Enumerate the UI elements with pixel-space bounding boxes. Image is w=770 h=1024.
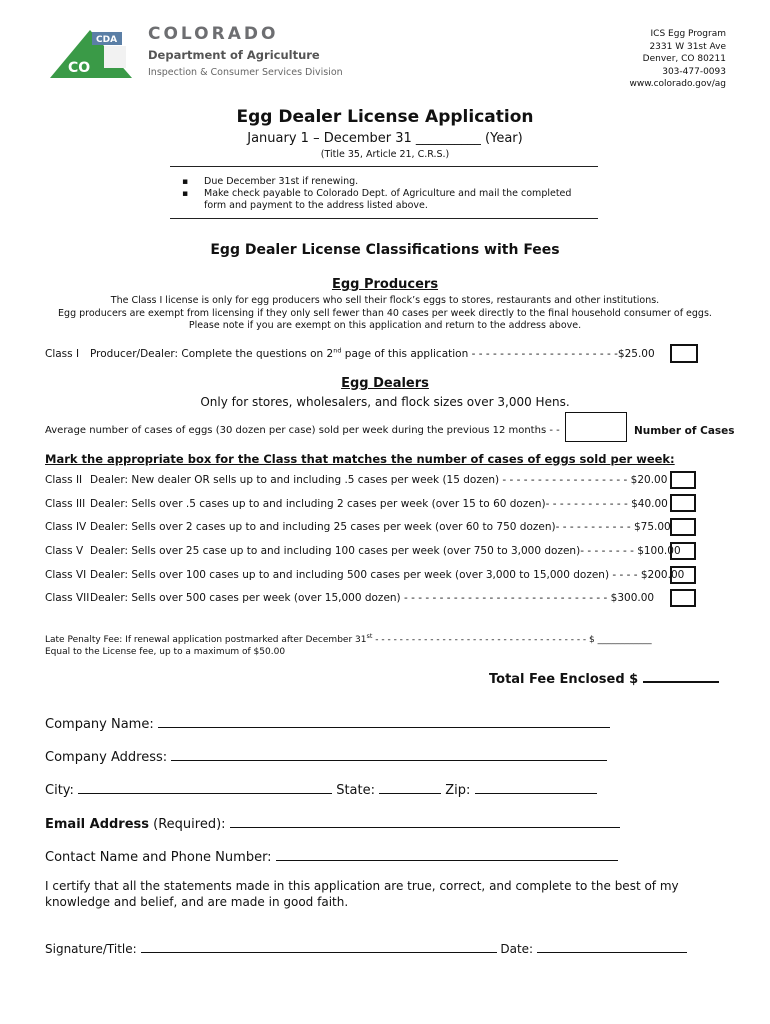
class-label: Class III [45,498,86,510]
number-of-cases-input[interactable] [565,412,627,442]
company-name-row [45,713,610,732]
producers-info-line: The Class I license is only for egg producers who sell their flock’s eggs to stores, restaurants and other institutions. [110,295,660,306]
certification-text: I certify that all the statements made in this application are true, correct, and complete to the best of my knowledge and belief, and are made in good faith. [45,879,679,909]
company-name-label: Company Name: [45,717,154,732]
statute-reference: (Title 35, Article 21, C.R.S.) [320,149,450,160]
class-i-checkbox[interactable] [670,344,698,363]
average-cases-label: Average number of cases of eggs (30 dozen per case) sold per week during the previous 12 months - - [45,425,560,436]
class-row [45,569,684,581]
number-of-cases-label: Number of Cases [634,425,735,437]
class-ii-checkbox[interactable] [670,471,696,489]
note-item: ▪ Make check payable to Colorado Dept. of Agriculture and mail the completed form and payment to the address listed above. [182,188,592,212]
brand-block [148,24,343,78]
class-vi-checkbox[interactable] [670,566,696,584]
class-vii-checkbox[interactable] [670,589,696,607]
class-iv-checkbox[interactable] [670,518,696,536]
producers-info-line: Egg producers are exempt from licensing if they only sell fewer than 40 cases per week directly to the final household consumer of eggs. [58,307,712,319]
class-description: Dealer: Sells over 2 cases up to and including 25 cases per week (over 60 to 750 dozen)- - - - - - - - - - - $75.00 [90,521,671,533]
contact-label: Contact Name and Phone Number: [45,850,272,865]
class-description: Producer/Dealer: Complete the questions on 2nd page of this application - - - - - - - - - - - - - - - - - - - - -$25.00 [90,346,655,360]
late-fee-note: Equal to the License fee, up to a maximum of $50.00 [45,647,286,657]
cda-logo [48,24,348,86]
email-required-label: (Required): [149,817,226,832]
total-fee [489,667,719,687]
total-fee-label: Total Fee Enclosed $ [489,672,639,687]
class-label: Class V [45,545,84,557]
class-row [45,474,667,486]
producers-info [0,295,770,333]
address-line: 303-477-0093 [662,66,726,77]
brand-division: Inspection & Consumer Services Division [148,67,343,78]
email-label: Email Address [45,817,150,832]
date-label: Date: [500,942,534,956]
address-line: Denver, CO 80211 [642,54,726,64]
class-description: Dealer: New dealer OR sells up to and including .5 cases per week (15 dozen) - - - - - - - - - - - - - - - - - - $20.00 [90,474,668,486]
brand-name: COLORADO [148,24,279,44]
state-label: State: [336,783,375,798]
address-line[interactable]: www.colorado.gov/ag [629,79,726,89]
late-fee-line: Late Penalty Fee: If renewal application postmarked after December 31st - - - - - - - - - - - - - - - - - - - - - - - - - - - - - - - - - - - $ ____________ [45,632,652,645]
signature-label: Signature/Title: [45,942,137,956]
date-field[interactable] [537,938,687,953]
class-iii-checkbox[interactable] [670,494,696,512]
company-address-row [45,746,607,765]
address-line: ICS Egg Program [650,29,726,39]
city-label: City: [45,783,74,798]
email-field[interactable] [230,813,620,828]
city-field[interactable] [78,779,332,794]
class-instruction: Mark the appropriate box for the Class that matches the number of cases of eggs sold per week: [45,452,675,466]
brand-department: Department of Agriculture [148,48,320,62]
divider [170,218,598,219]
contact-row [45,846,618,865]
email-row [45,813,620,832]
class-label: Class IV [45,521,87,533]
class-description: Dealer: Sells over 500 cases per week (over 15,000 dozen) - - - - - - - - - - - - - - - - - - - - - - - - - - - - - $300.00 [90,592,655,604]
class-description: Dealer: Sells over .5 cases up to and including 2 cases per week (over 15 to 60 dozen)- - - - - - - - - - - - $40.00 [90,498,668,510]
total-fee-input[interactable] [643,667,719,683]
divider [170,166,598,167]
late-penalty-fee [45,630,652,658]
notes-list [182,176,592,212]
colorado-triangle-icon [48,28,134,80]
class-label: Class I [45,347,80,360]
contact-field[interactable] [276,846,618,861]
city-state-zip-row [45,779,597,798]
note-item: ▪ Due December 31st if renewing. [182,176,592,188]
license-period: January 1 – December 31 __________ (Year) [247,131,523,146]
section-title: Egg Dealer License Classifications with Fees [210,242,560,258]
company-address-label: Company Address: [45,750,168,765]
zip-field[interactable] [475,779,597,794]
signature-field[interactable] [141,938,497,953]
page-title: Egg Dealer License Application [236,107,534,127]
class-row [45,498,668,510]
class-v-checkbox[interactable] [670,542,696,560]
class-row [45,545,681,557]
producers-heading: Egg Producers [331,277,439,292]
cda-logo-text: CDA [96,35,118,45]
co-logo-text: CO [68,60,91,76]
dealers-heading: Egg Dealers [341,376,429,391]
program-address [629,28,726,91]
zip-label: Zip: [445,783,471,798]
signature-row [45,938,687,956]
producers-info-line: Please note if you are exempt on this application and return to the address above. [188,320,582,331]
state-field[interactable] [379,779,441,794]
class-row [45,592,654,604]
company-address-field[interactable] [171,746,607,761]
class-label: Class VII [45,592,90,604]
class-row [45,521,671,533]
class-label: Class VI [45,569,87,581]
address-line: 2331 W 31st Ave [649,41,726,52]
class-label: Class II [45,474,83,486]
class-description: Dealer: Sells over 25 case up to and including 100 cases per week (over 750 to 3,000 dozen)- - - - - - - - $100.00 [90,545,681,557]
company-name-field[interactable] [158,713,610,728]
dealers-subheading: Only for stores, wholesalers, and flock sizes over 3,000 Hens. [200,395,570,409]
class-description: Dealer: Sells over 100 cases up to and including 500 cases per week (over 3,000 to 15,000 dozen) - - - - $200.00 [90,569,685,581]
class-i-row [45,346,655,360]
